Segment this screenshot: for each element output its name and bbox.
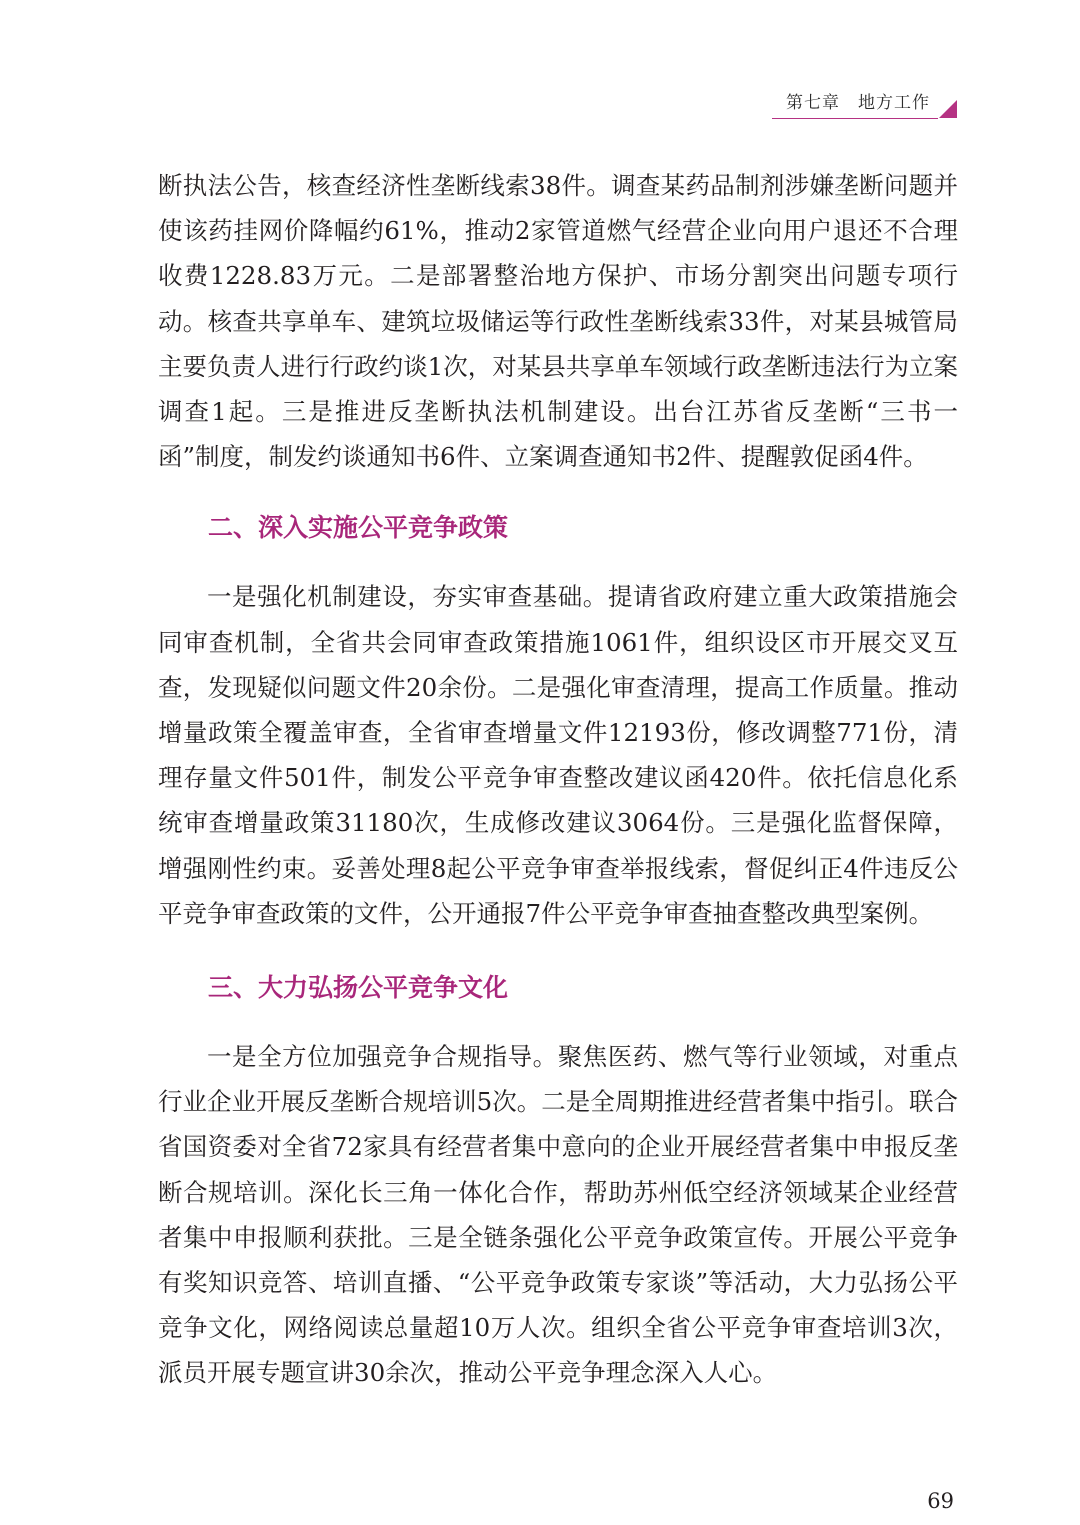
section-heading-2: 二、深入实施公平竞争政策 [208, 513, 509, 543]
page-body [158, 163, 958, 1396]
section-heading-3: 三、大力弘扬公平竞争文化 [208, 973, 509, 1003]
page-number: 69 [927, 1489, 954, 1513]
header-rule [772, 118, 938, 119]
paragraph-section-2: 一是强化机制建设，夯实审查基础。提请省政府建立重大政策措施会同审查机制，全省共会同审查政策措施1061件，组织设区市开展交叉互查，发现疑似问题文件20余份。二是强化审查清理，提高工作质量。推动增量政策全覆盖审查，全省审查增量文件12193份，修改调整771份，清理存量文件501件，制发公平竞争审查整改建议函420件。依托信息化系统审查增量政策31180次，生成修改建议3064份。三是强化监督保障，增强刚性约束。妥善处理8起公平竞争审查举报线索，督促纠正4件违反公平竞争审查政策的文件，公开通报7件公平竞争审查抽查整改典型案例。 [158, 582, 958, 928]
header-triangle-icon [939, 100, 957, 118]
running-header [786, 88, 930, 113]
paragraph-section-3: 一是全方位加强竞争合规指导。聚焦医药、燃气等行业领域，对重点行业企业开展反垄断合规培训5次。二是全周期推进经营者集中指引。联合省国资委对全省72家具有经营者集中意向的企业开展经营者集中申报反垄断合规培训。深化长三角一体化合作，帮助苏州低空经济领域某企业经营者集中申报顺利获批。三是全链条强化公平竞争政策宣传。开展公平竞争有奖知识竞答、培训直播、“公平竞争政策专家谈”等活动，大力弘扬公平竞争文化，网络阅读总量超10万人次。组织全省公平竞争审查培训3次，派员开展专题宣讲30余次，推动公平竞争理念深入人心。 [158, 1042, 958, 1388]
paragraph-continued: 断执法公告，核查经济性垄断线索38件。调查某药品制剂涉嫌垄断问题并使该药挂网价降幅约61%，推动2家管道燃气经营企业向用户退还不合理收费1228.83万元。二是部署整治地方保护、市场分割突出问题专项行动。核查共享单车、建筑垃圾储运等行政性垄断线索33件，对某县城管局主要负责人进行行政约谈1次，对某县共享单车领域行政垄断违法行为立案调查1起。三是推进反垄断执法机制建设。出台江苏省反垄断“三书一函”制度，制发约谈通知书6件、立案调查通知书2件、提醒敦促函4件。 [158, 171, 958, 472]
header-title: 地方工作 [858, 93, 930, 113]
header-chapter: 第七章 [786, 93, 840, 113]
